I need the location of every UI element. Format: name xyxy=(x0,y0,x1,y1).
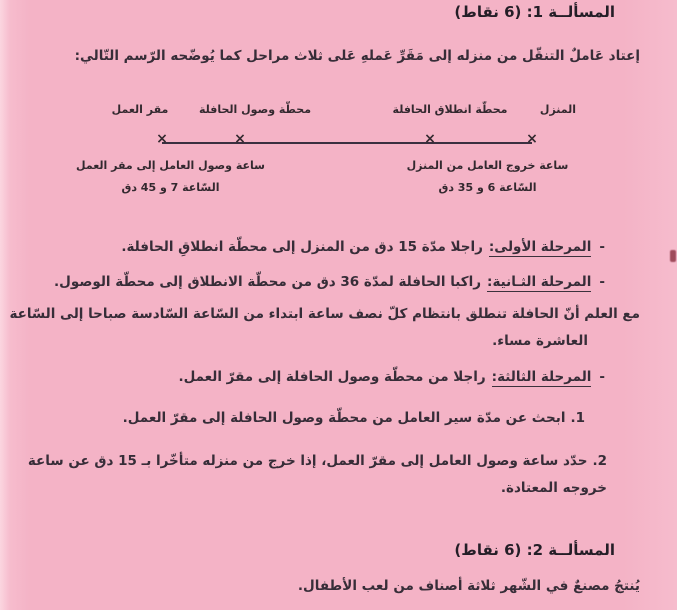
problem1-intro: إعتاد عَاملٌ التنقّل من منزله إلى مَقَرِّ عَملهِ عَلى ثلاث مراحل كما يُوضّحه الرّسم التّالي: xyxy=(74,48,640,64)
stage1-label: المرحلة الأولى: xyxy=(488,239,592,255)
question-1-number: 1. xyxy=(570,410,585,426)
arrival-note-line2: السّاعة 7 و 45 دق xyxy=(121,181,220,194)
stage1-dash: - xyxy=(599,239,605,255)
stage2-dash: - xyxy=(599,274,605,290)
tick-mark-home: × xyxy=(526,131,538,147)
diagram-label-bus-departure: محطّة انطلاق الحافلة xyxy=(392,103,508,116)
stage2-text: راكبا الحافلة لمدّة 36 دق من محطّة الانطلاق إلى محطّة الوصول. xyxy=(54,274,482,290)
stage1-text: راجلا مدّة 15 دق من المنزل إلى محطّة انطلاقِ الحافلة. xyxy=(121,239,483,255)
question-2-number: 2. xyxy=(592,453,607,469)
question-2-line1: 2.حدّد ساعة وصول العامل إلى مقرّ العمل، إذا خرج من منزله متأخّرا بـ 15 دق عن ساعة xyxy=(27,453,607,469)
problem2-title: المسألــة 2: (6 نقاط) xyxy=(454,541,615,559)
arrival-time-note xyxy=(58,159,283,203)
question-1-text: ابحث عن مدّة سير العامل من محطّة وصول الحافلة إلى مقرّ العمل. xyxy=(122,410,566,426)
scan-artifact xyxy=(670,250,676,262)
problem1-title: المسألــة 1: (6 نقاط) xyxy=(454,3,615,21)
bus-schedule-note xyxy=(9,303,640,358)
stage2-label: المرحلة الثـانية: xyxy=(487,274,592,290)
bus-schedule-note-line1: مع العلم أنّ الحافلة تنطلق بانتظام كلّ نصف ساعة ابتداء من السّاعة السّادسة صباحا إلى السّاعة xyxy=(9,306,640,322)
tick-mark-bus-departure: × xyxy=(424,131,436,147)
departure-time-note xyxy=(405,159,570,203)
departure-note-line2: السّاعة 6 و 35 دق xyxy=(438,181,537,194)
problem2-intro: يُنتجُ مصنعٌ في الشّهر ثلاثة أصناف من لعب الأطفال. xyxy=(297,578,640,594)
stage3-dash: - xyxy=(599,369,605,385)
diagram-label-home: المنزل xyxy=(539,103,577,116)
diagram-label-workplace: مقر العمل xyxy=(111,103,169,116)
question-1 xyxy=(123,407,585,429)
tick-mark-bus-arrival: × xyxy=(234,131,246,147)
arrival-note-line1: ساعة وصول العامل إلى مقر العمل xyxy=(76,159,265,172)
journey-line xyxy=(162,142,532,144)
question-2-line2: خروجه المعتادة. xyxy=(500,480,607,496)
stage1-line xyxy=(121,236,605,258)
stage3-label: المرحلة الثالثة: xyxy=(491,369,592,385)
stage2-line xyxy=(54,271,605,293)
diagram-label-bus-arrival: محطّة وصول الحافلة xyxy=(198,103,311,116)
departure-note-line1: ساعة خروج العامل من المنزل xyxy=(406,159,569,172)
stage3-line xyxy=(178,366,605,388)
stage3-text: راجلا من محطّة وصول الحافلة إلى مقرّ العمل. xyxy=(178,369,486,385)
journey-diagram xyxy=(0,95,677,220)
bus-schedule-note-line2: العاشرة مساء. xyxy=(492,333,588,349)
tick-mark-workplace: × xyxy=(156,131,168,147)
question-2 xyxy=(28,450,607,504)
